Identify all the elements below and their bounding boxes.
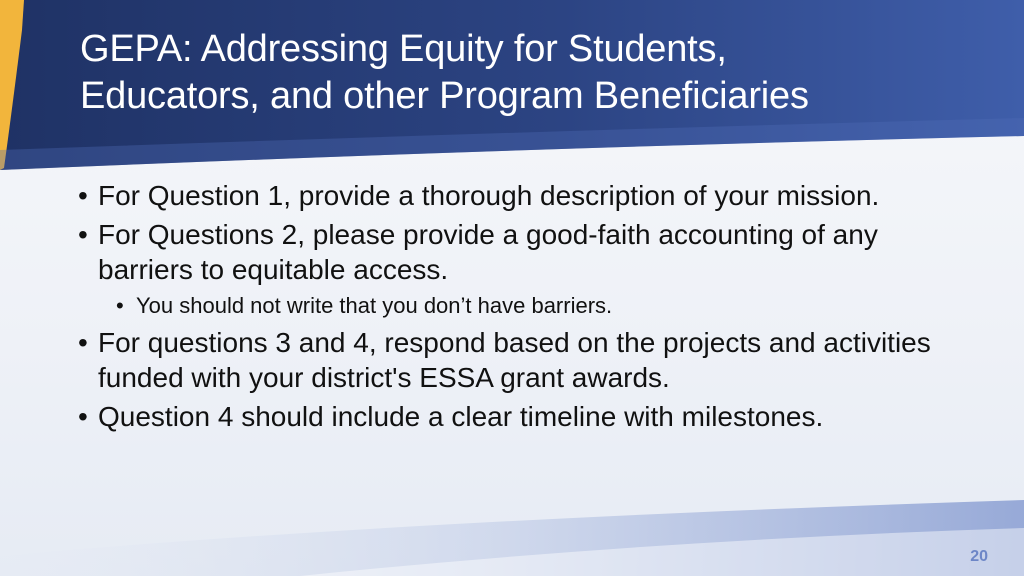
bullet-item-4 <box>74 399 954 434</box>
page-number: 20 <box>970 548 988 565</box>
slide-title-line-2: Educators, and other Program Beneficiaries <box>80 75 809 117</box>
sub-bullet-item-1 <box>74 291 954 321</box>
slide-title-line-1: GEPA: Addressing Equity for Students, <box>80 28 727 70</box>
bullet-text: For questions 3 and 4, respond based on the projects and activities funded with your district's ESSA grant awards. <box>98 327 931 393</box>
bullet-marker: • <box>78 327 88 358</box>
bullet-text: Question 4 should include a clear timeline with milestones. <box>98 401 824 432</box>
bullet-text: For Questions 2, please provide a good-faith accounting of any barriers to equitable access. <box>98 219 878 285</box>
slide-title <box>80 26 980 120</box>
bullet-item-2 <box>74 217 954 287</box>
bullet-marker: • <box>78 401 88 432</box>
bullet-list <box>74 178 954 438</box>
bullet-item-3 <box>74 325 954 395</box>
bullet-marker: • <box>116 293 124 318</box>
bullet-item-1 <box>74 178 954 213</box>
bullet-marker: • <box>78 219 88 250</box>
bullet-text: You should not write that you don’t have barriers. <box>136 293 613 318</box>
bullet-text: For Question 1, provide a thorough description of your mission. <box>98 180 880 211</box>
bullet-marker: • <box>78 180 88 211</box>
